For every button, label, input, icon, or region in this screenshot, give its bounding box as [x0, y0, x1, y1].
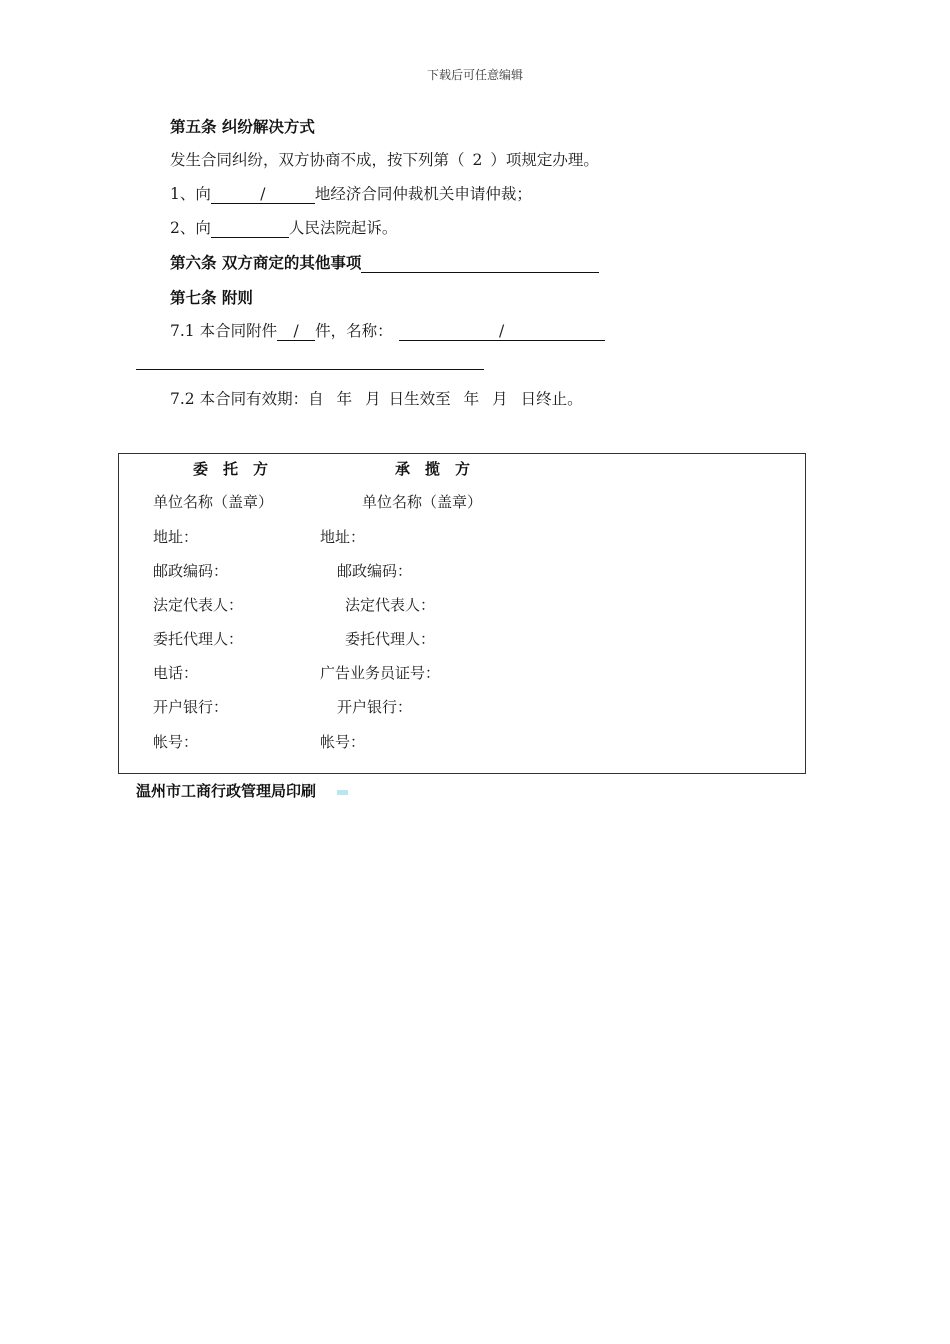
- clause-1-prefix: 7.1 本合同附件: [170, 322, 278, 340]
- article-7-clause-1: [170, 319, 605, 341]
- client-account: 帐号：: [153, 733, 199, 751]
- contractor-legal-representative: 法定代表人：: [345, 596, 436, 614]
- article-6: [170, 251, 599, 273]
- clause-2-prefix: 7.2 本合同有效期：自: [170, 390, 324, 408]
- contractor-heading: 承揽方: [395, 460, 486, 478]
- attachment-name-continuation-line: [136, 369, 484, 370]
- contractor-unit-name: 单位名称（盖章）: [362, 493, 483, 511]
- clause-1-middle: 件，名称：: [315, 322, 393, 340]
- item-1-prefix: 1、向: [170, 185, 211, 203]
- article-7-clause-2: [170, 387, 583, 409]
- article-5-intro-after: ）项规定办理。: [490, 151, 599, 169]
- article-5-item-2: [170, 216, 397, 238]
- client-unit-name: 单位名称（盖章）: [153, 493, 274, 511]
- client-bank: 开户银行：: [153, 698, 229, 716]
- attachment-count-blank: /: [277, 323, 315, 341]
- contractor-bank: 开户银行：: [337, 698, 413, 716]
- item-1-suffix: 地经济合同仲裁机关申请仲裁；: [314, 185, 532, 203]
- contractor-address: 地址：: [320, 528, 366, 546]
- item-2-suffix: 人民法院起诉。: [288, 219, 398, 237]
- start-day-label: 日生效至: [388, 390, 451, 408]
- item-2-prefix: 2、向: [170, 219, 211, 237]
- attachment-name-blank: /: [399, 323, 605, 341]
- article-5-intro-before: 发生合同纠纷，双方协商不成，按下列第（: [170, 151, 465, 169]
- start-month-label: 月: [365, 390, 381, 408]
- start-year-label: 年: [336, 390, 353, 408]
- arbitration-location-blank: /: [211, 186, 315, 204]
- contractor-ad-license: 广告业务员证号：: [320, 664, 441, 682]
- client-postal-code: 邮政编码：: [153, 562, 229, 580]
- article-5-item-1: [170, 182, 532, 204]
- article-6-title: 第六条 双方商定的其他事项: [170, 254, 362, 272]
- printer-footer: 温州市工商行政管理局印刷: [136, 782, 317, 800]
- other-matters-blank: [361, 255, 599, 273]
- footer-highlight-mark: [337, 790, 348, 795]
- article-5-title: 第五条 纠纷解决方式: [170, 118, 315, 136]
- contractor-agent: 委托代理人：: [345, 630, 436, 648]
- end-year-label: 年: [463, 390, 480, 408]
- page-header: 下载后可任意编辑: [426, 68, 523, 82]
- court-blank: [211, 220, 289, 238]
- end-day-label: 日终止。: [520, 390, 583, 408]
- contractor-postal-code: 邮政编码：: [337, 562, 413, 580]
- article-7-title: 第七条 附则: [170, 289, 253, 307]
- article-5-intro-choice: 2: [472, 151, 483, 169]
- contractor-account: 帐号：: [320, 733, 366, 751]
- client-legal-representative: 法定代表人：: [153, 596, 244, 614]
- end-month-label: 月: [492, 390, 508, 408]
- client-heading: 委托方: [193, 460, 284, 478]
- client-agent: 委托代理人：: [153, 630, 244, 648]
- article-5-intro: [170, 148, 599, 170]
- client-phone: 电话：: [153, 664, 199, 682]
- client-address: 地址：: [153, 528, 199, 546]
